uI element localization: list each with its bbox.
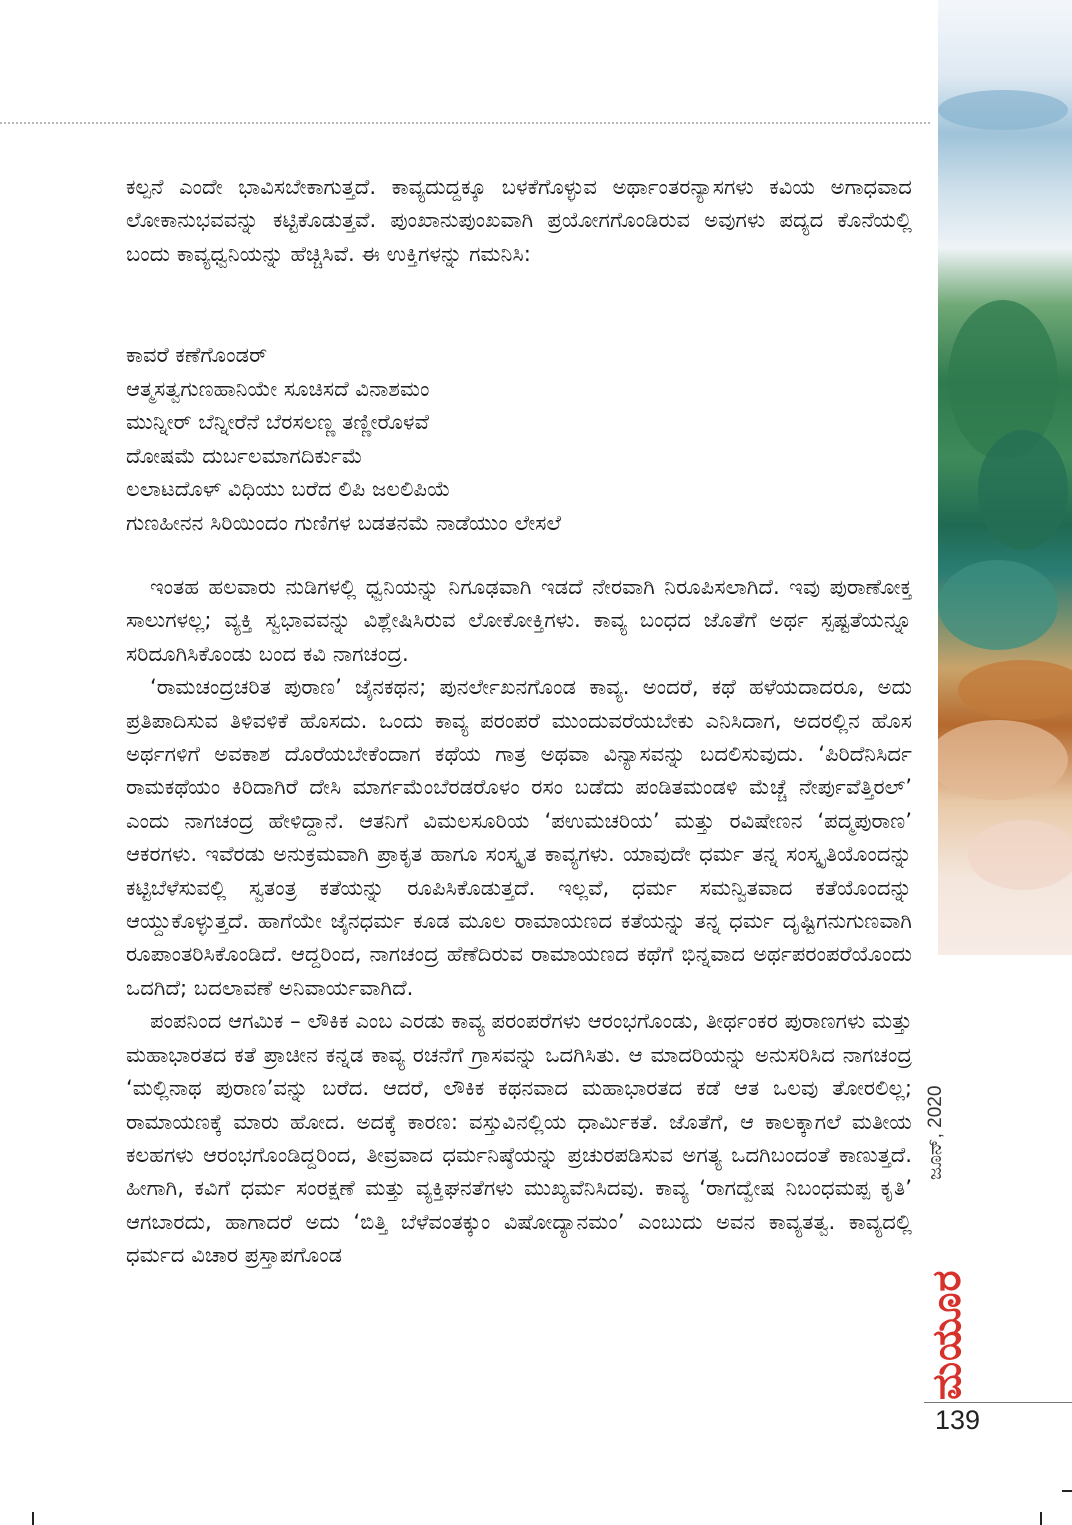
magazine-logo: ಮಯೂರ (924, 1269, 970, 1400)
verse-line: ಲಲಾಟದೊಳ್ ವಿಧಿಯು ಬರೆದ ಲಿಪಿ ಜಲಲಿಪಿಯೆ (126, 476, 451, 501)
watercolor-illustration (938, 0, 1072, 955)
article-body (126, 570, 912, 1272)
crop-mark-right (1062, 1490, 1072, 1492)
verse-line: ದೋಷಮೆ ದುರ್ಬಲಮಾಗದಿರ್ಕುಮೆ (126, 442, 363, 468)
body-paragraph: ಇಂತಹ ಹಲವಾರು ನುಡಿಗಳಲ್ಲಿ ಧ್ವನಿಯನ್ನು ನಿಗೂಢವಾಗಿ ಇಡದೆ ನೇರವಾಗಿ ನಿರೂಪಿಸಲಾಗಿದೆ. ಇವು ಪುರಾಣೋಕ್ತ ಸಾಲುಗಳಲ್ಲ; ವ್ಯಕ್ತಿ ಸ್ವಭಾವವನ್ನು ವಿಶ್ಲೇಷಿಸಿರುವ ಲೋಕೋಕ್ತಿಗಳು. ಕಾವ್ಯ ಬಂಧದ ಜೊತೆಗೆ ಅರ್ಥ ಸ್ಪಷ್ಟತೆಯನ್ನೂ ಸರಿದೂಗಿಸಿಕೊಂಡು ಬಂದ ಕವಿ ನಾಗಚಂದ್ರ. (126, 574, 912, 666)
dotted-divider (0, 122, 930, 124)
verse-line: ಆತ್ಮಸತ್ವಗುಣಹಾನಿಯೇ ಸೂಚಿಸದೆ ವಿನಾಶಮಂ (126, 375, 430, 401)
page-number: 139 (935, 1405, 981, 1435)
body-paragraph: ಪಂಪನಿಂದ ಆಗಮಿಕ – ಲೌಕಿಕ ಎಂಬ ಎರಡು ಕಾವ್ಯ ಪರಂಪರೆಗಳು ಆರಂಭಗೊಂಡು, ತೀರ್ಥಂಕರ ಪುರಾಣಗಳು ಮತ್ತು ಮಹಾಭಾರತದ ಕತೆ ಪ್ರಾಚೀನ ಕನ್ನಡ ಕಾವ್ಯ ರಚನೆಗೆ ಗ್ರಾಸವನ್ನು ಒದಗಿಸಿತು. ಆ ಮಾದರಿಯನ್ನು ಅನುಸರಿಸಿದ ನಾಗಚಂದ್ರ ‘ಮಲ್ಲಿನಾಥ ಪುರಾಣ’ವನ್ನು ಬರೆದ. ಆದರೆ, ಲೌಕಿಕ ಕಥನವಾದ ಮಹಾಭಾರತದ ಕಡೆ ಆತ ಒಲವು ತೋರಲಿಲ್ಲ; ರಾಮಾಯಣಕ್ಕೆ ಮಾರು ಹೋದ. ಅದಕ್ಕೆ ಕಾರಣ: ವಸ್ತುವಿನಲ್ಲಿಯ ಧಾರ್ಮಿಕತೆ. ಜೊತೆಗೆ, ಆ ಕಾಲಕ್ಕಾಗಲೆ ಮತೀಯ ಕಲಹಗಳು ಆರಂಭಗೊಂಡಿದ್ದರಿಂದ, ತೀವ್ರವಾದ ಧರ್ಮನಿಷ್ಠೆಯನ್ನು ಪ್ರಚುರಪಡಿಸುವ ಅಗತ್ಯ ಒದಗಿಬಂದಂತೆ ಕಾಣುತ್ತದೆ. ಹೀಗಾಗಿ, ಕವಿಗೆ ಧರ್ಮ ಸಂರಕ್ಷಣೆ ಮತ್ತು ವ್ಯಕ್ತಿಘನತೆಗಳು ಮುಖ್ಯವೆನಿಸಿದವು. ಕಾವ್ಯ ‘ರಾಗದ್ವೇಷ ನಿಬಂಧಮಪ್ಪ ಕೃತಿ’ ಆಗಬಾರದು, ಹಾಗಾದರೆ ಅದು ‘ಬಿತ್ತಿ ಬೆಳೆವಂತಕ್ಕುಂ ವಿಷೋದ್ಯಾನಮಂ’ ಎಂಬುದು ಅವನ ಕಾವ್ಯತತ್ವ. ಕಾವ್ಯದಲ್ಲಿ ಧರ್ಮದ ವಿಚಾರ ಪ್ರಸ್ತಾಪಗೊಂಡ (126, 1008, 912, 1268)
intro-text: ಕಲ್ಪನೆ ಎಂದೇ ಭಾವಿಸಬೇಕಾಗುತ್ತದೆ. ಕಾವ್ಯದುದ್ದಕ್ಕೂ ಬಳಕೆಗೊಳ್ಳುವ ಅರ್ಥಾಂತರನ್ಯಾಸಗಳು ಕವಿಯ ಅಗಾಧವಾದ ಲೋಕಾನುಭವವನ್ನು ಕಟ್ಟಿಕೊಡುತ್ತವೆ. ಪುಂಖಾನುಪುಂಖವಾಗಿ ಪ್ರಯೋಗಗೊಂಡಿರುವ ಅವುಗಳು ಪದ್ಯದ ಕೊನೆಯಲ್ಲಿ ಬಂದು ಕಾವ್ಯಧ್ವನಿಯನ್ನು ಹೆಚ್ಚಿಸಿವೆ. ಈ ಉಕ್ತಿಗಳನ್ನು ಗಮನಿಸಿ: (126, 174, 912, 266)
issue-date: ಜೂನ್, 2020 (925, 1085, 946, 1180)
verse-line: ಗುಣಹೀನನ ಸಿರಿಯಿಂದಂ ಗುಣಿಗಳ ಬಡತನಮೆ ನಾಡೆಯುಂ ಲೇಸಲೆ (126, 509, 562, 535)
crop-mark-bottom-right (1040, 1512, 1042, 1525)
verse-line: ಮುನ್ನೀರ್ ಬೆನ್ನೀರೆನೆ ಬೆರಸಲಣ್ಣ ತಣ್ಣೀರೊಳವೆ (126, 409, 430, 434)
crop-mark-bottom-left (32, 1512, 34, 1525)
verse-line: ಕಾವರೆ ಕಣೆಗೊಂಡರ್ (126, 342, 268, 367)
page-number-rule (924, 1402, 1072, 1403)
intro-paragraph (126, 170, 912, 270)
body-paragraph: ‘ರಾಮಚಂದ್ರಚರಿತ ಪುರಾಣ’ ಜೈನಕಥನ; ಪುನರ್ಲೇಖನಗೊಂಡ ಕಾವ್ಯ. ಅಂದರೆ, ಕಥೆ ಹಳೆಯದಾದರೂ, ಅದು ಪ್ರತಿಪಾದಿಸುವ ತಿಳಿವಳಿಕೆ ಹೊಸದು. ಒಂದು ಕಾವ್ಯ ಪರಂಪರೆ ಮುಂದುವರೆಯಬೇಕು ಎನಿಸಿದಾಗ, ಅದರಲ್ಲಿನ ಹೊಸ ಅರ್ಥಗಳಿಗೆ ಅವಕಾಶ ದೊರೆಯಬೇಕೆಂದಾಗ ಕಥೆಯ ಗಾತ್ರ ಅಥವಾ ವಿನ್ಯಾಸವನ್ನು ಬದಲಿಸುವುದು. ‘ಪಿರಿದೆನಿಸಿರ್ದ ರಾಮಕಥೆಯಂ ಕಿರಿದಾಗಿರೆ ದೇಸಿ ಮಾರ್ಗಮೆಂಬೆರಡರೊಳಂ ರಸಂ ಬಡೆದು ಪಂಡಿತಮಂಡಳಿ ಮೆಚ್ಚೆ ನೇರ್ಪುವೆತ್ತಿರಲ್’ ಎಂದು ನಾಗಚಂದ್ರ ಹೇಳಿದ್ದಾನೆ. ಆತನಿಗೆ ವಿಮಲಸೂರಿಯ ‘ಪಉಮಚರಿಯ’ ಮತ್ತು ರವಿಷೇಣನ ‘ಪದ್ಮಪುರಾಣ’ ಆಕರಗಳು. ಇವೆರಡು ಅನುಕ್ರಮವಾಗಿ ಪ್ರಾಕೃತ ಹಾಗೂ ಸಂಸ್ಕೃತ ಕಾವ್ಯಗಳು. ಯಾವುದೇ ಧರ್ಮ ತನ್ನ ಸಂಸ್ಕೃತಿಯೊಂದನ್ನು ಕಟ್ಟಿಬೆಳೆಸುವಲ್ಲಿ ಸ್ವತಂತ್ರ ಕತೆಯನ್ನು ರೂಪಿಸಿಕೊಡುತ್ತದೆ. ಇಲ್ಲವೆ, ಧರ್ಮ ಸಮನ್ವಿತವಾದ ಕತೆಯೊಂದನ್ನು ಆಯ್ದುಕೊಳ್ಳುತ್ತದೆ. ಹಾಗೆಯೇ ಜೈನಧರ್ಮ ಕೂಡ ಮೂಲ ರಾಮಾಯಣದ ಕತೆಯನ್ನು ತನ್ನ ಧರ್ಮ ದೃಷ್ಟಿಗನುಗುಣವಾಗಿ ರೂಪಾಂತರಿಸಿಕೊಂಡಿದೆ. ಆದ್ದರಿಂದ, ನಾಗಚಂದ್ರ ಹೆಣೆದಿರುವ ರಾಮಾಯಣದ ಕಥೆಗೆ ಭಿನ್ನವಾದ ಅರ್ಥಪರಂಪರೆಯೊಂದು ಒದಗಿದೆ; ಬದಲಾವಣೆ ಅನಿವಾರ್ಯವಾಗಿದೆ. (126, 674, 912, 1000)
verse-block (126, 338, 561, 539)
